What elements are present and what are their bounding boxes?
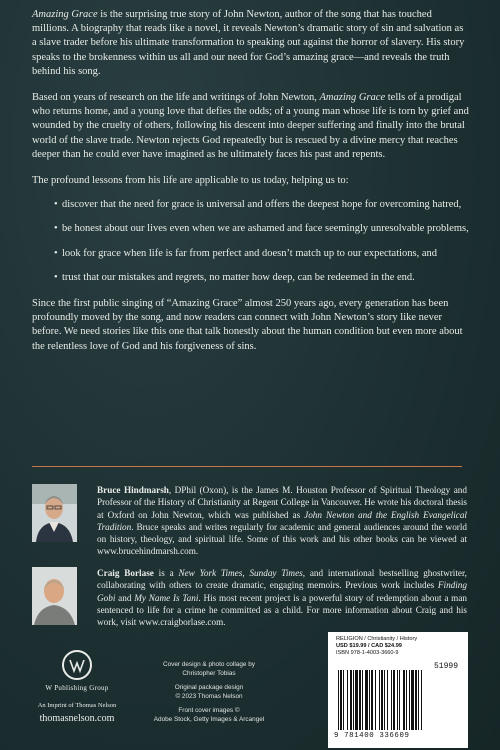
author-photo-hindmarsh (32, 484, 77, 542)
publisher-logo (32, 650, 122, 724)
price-code: 51999 (433, 662, 458, 671)
lesson-item: • trust that our mistakes and regrets, no matter how deep, can be redeemed in the end. (54, 271, 415, 283)
lessons-lead: The profound lessons from his life are applicable to us today, helping us to: (32, 175, 349, 187)
lesson-item: • discover that the need for grace is universal and offers the deepest hope for overcoming hatred, (54, 199, 462, 211)
credit-line: Front cover images © (178, 707, 240, 714)
credit-line: Original package design (174, 684, 244, 691)
cover-credits (150, 660, 268, 724)
author-bio-text: Craig Borlase is a New York Times, Sunday Times, and international bestselling ghostwriter, collaborating with others to create dramatic, engaging memoirs. Previous work includes Finding Gobi and My Name Is Tani. His most recent project is a powerful story of redemption about a man sentenced to life for a crime he committed as a child. For more information about Craig and his work, visit www.craigborlase.com. (97, 568, 468, 628)
category-text: RELIGION / Christianity / History (336, 636, 418, 642)
description-paragraph-1: Amazing Grace is the surprising true story of John Newton, author of the song that has touched millions. A biography that reads like a novel, it reveals Newton’s dramatic story of sin and salvation as a slave trader before his ultimate transformation to speaking out against the horror of slavery. His story speaks to the brokenness within us all and our need for God’s amazing grace—and reveals the truth behind his song. (32, 9, 465, 77)
author-photo-borlase (32, 567, 77, 625)
barcode-icon (338, 670, 460, 730)
isbn-text: ISBN 978-1-4003-3660-9 (336, 650, 399, 656)
author-bio-borlase (32, 567, 472, 637)
author-bio-text: Bruce Hindmarsh, DPhil (Oxon), is the James M. Houston Professor of Spiritual Theology and Professor of the History of Christianity at Regent College in Vancouver. He wrote his doctoral thesis at Oxford on John Newton, which was published as John Newton and the English Evangelical Tradition. Bruce speaks and writes regularly for academic and general audiences around the world on history, theology, and spiritual life. Some of this work and his other books can be viewed at www.brucehindmarsh.com. (97, 485, 467, 557)
publisher-name: W Publishing Group (45, 684, 109, 692)
credit-line: © 2023 Thomas Nelson (175, 693, 243, 700)
ean-number: 9 781400 336609 (334, 732, 410, 740)
back-cover-copy (32, 8, 470, 366)
description-paragraph-2: Based on years of research on the life and writings of John Newton, Amazing Grace tells of a prodigal who returns home, and a young love that defies the odds; of a young man whose life is torn by grief and wounded by the cruelty of others, following his descent into deeper suffering and finally into the brutal world of the slave trade. Newton rejects God repeatedly but is rescued by a divine mercy that reaches deeper than he could ever have imagined as he ultimately faces his past and repents. (32, 92, 469, 160)
closing-paragraph: Since the first public singing of “Amazing Grace” almost 250 years ago, every generation has been profoundly moved by the song, and now readers can connect with John Newton’s story like never before. We need stories like this one that talk honestly about the human condition but even more about the relentless love of God and his forgiveness of sins. (32, 298, 463, 352)
author-bio-hindmarsh (32, 484, 472, 557)
back-cover-footer (0, 632, 500, 750)
barcode-meta (336, 636, 417, 657)
lessons-list (32, 198, 470, 285)
publisher-imprint: An Imprint of Thomas Nelson (37, 702, 117, 709)
lesson-item: • look for grace when life is far from perfect and doesn’t match up to our expectations, and (54, 247, 438, 259)
credit-line: Christopher Tobias (182, 670, 236, 677)
barcode-label (328, 632, 468, 748)
publisher-logo-icon (62, 650, 92, 680)
credit-line: Cover design & photo collage by (162, 661, 255, 668)
credit-line: Adobe Stock, Getty Images & Arcangel (153, 716, 265, 723)
lesson-item: • be honest about our lives even when we are ashamed and face seemingly unresolvable problems, (54, 223, 469, 235)
price-text: USD $19.99 / CAD $24.99 (336, 643, 402, 649)
divider-rule (32, 466, 462, 467)
publisher-url: thomasnelson.com (39, 713, 115, 724)
